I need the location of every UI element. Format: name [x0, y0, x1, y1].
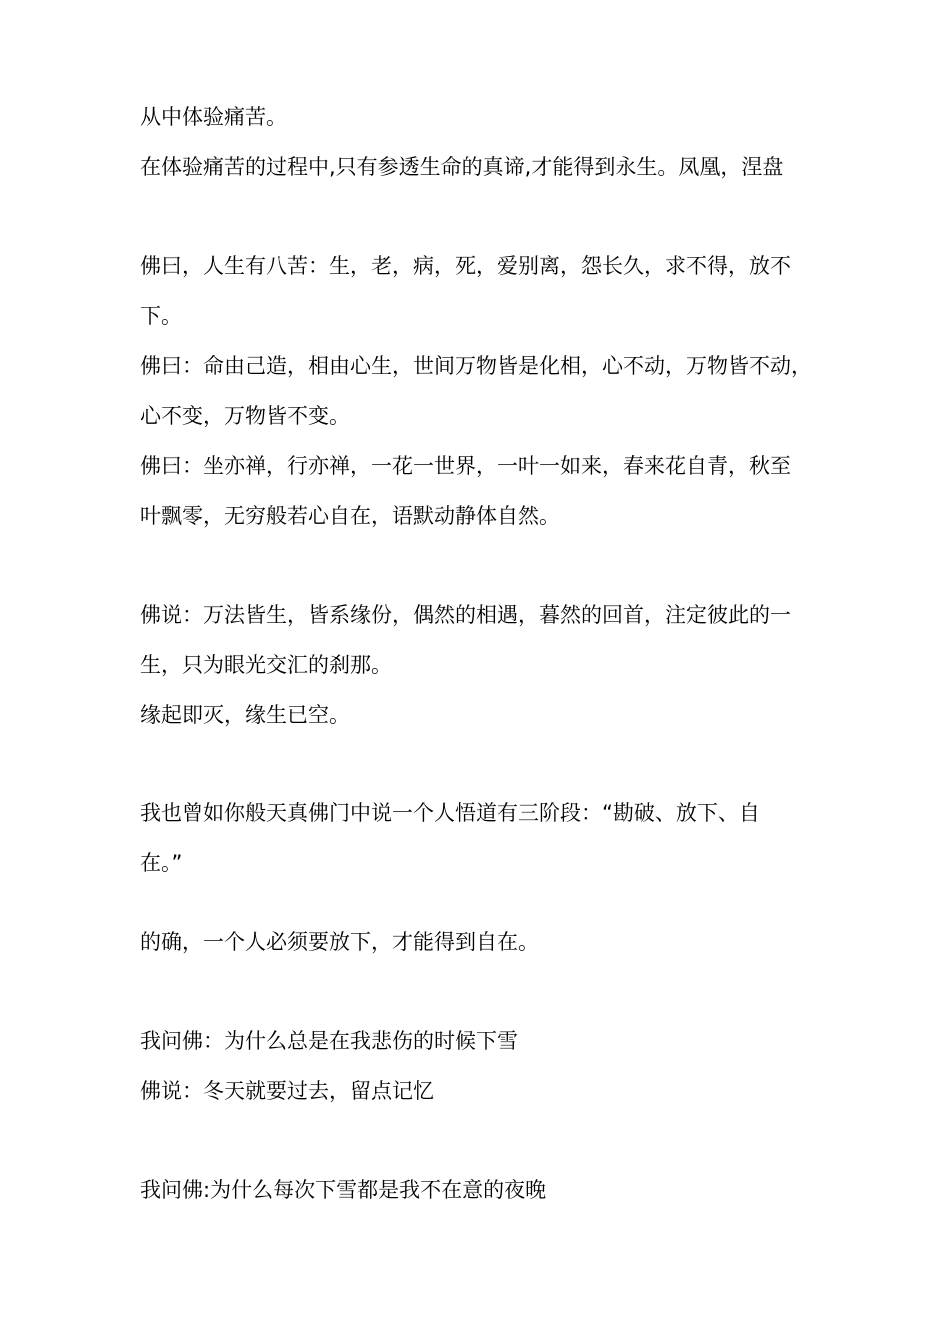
text-line: 生，只为眼光交汇的刹那。 [140, 653, 392, 677]
text-line: 佛说：冬天就要过去，留点记忆 [140, 1079, 434, 1103]
text-line: 我也曾如你般天真佛门中说一个人悟道有三阶段：“勘破、放下、自 [140, 801, 760, 825]
text-line: 我问佛：为什么总是在我悲伤的时候下雪 [140, 1029, 518, 1053]
text-line: 佛曰：命由己造，相由心生，世间万物皆是化相，心不动，万物皆不动， [140, 354, 812, 378]
text-line: 我问佛:为什么每次下雪都是我不在意的夜晚 [140, 1178, 547, 1202]
text-line: 在。” [140, 851, 183, 875]
text-line: 从中体验痛苦。 [140, 105, 287, 129]
text-line: 在体验痛苦的过程中,只有参透生命的真谛,才能得到永生。凤凰，涅盘 [140, 155, 784, 179]
text-line: 佛说：万法皆生，皆系缘份，偶然的相遇，暮然的回首，注定彼此的一 [140, 603, 791, 627]
text-line: 佛曰，人生有八苦：生，老，病，死，爱别离，怨长久，求不得，放不 [140, 254, 791, 278]
text-line: 缘起即灭，缘生已空。 [140, 703, 350, 727]
text-line: 叶飘零，无穷般若心自在，语默动静体自然。 [140, 504, 560, 528]
text-line: 佛曰：坐亦禅，行亦禅，一花一世界，一叶一如来，春来花自青，秋至 [140, 454, 791, 478]
text-line: 心不变，万物皆不变。 [140, 404, 350, 428]
text-line: 下。 [140, 304, 182, 328]
text-line: 的确，一个人必须要放下，才能得到自在。 [140, 930, 539, 954]
